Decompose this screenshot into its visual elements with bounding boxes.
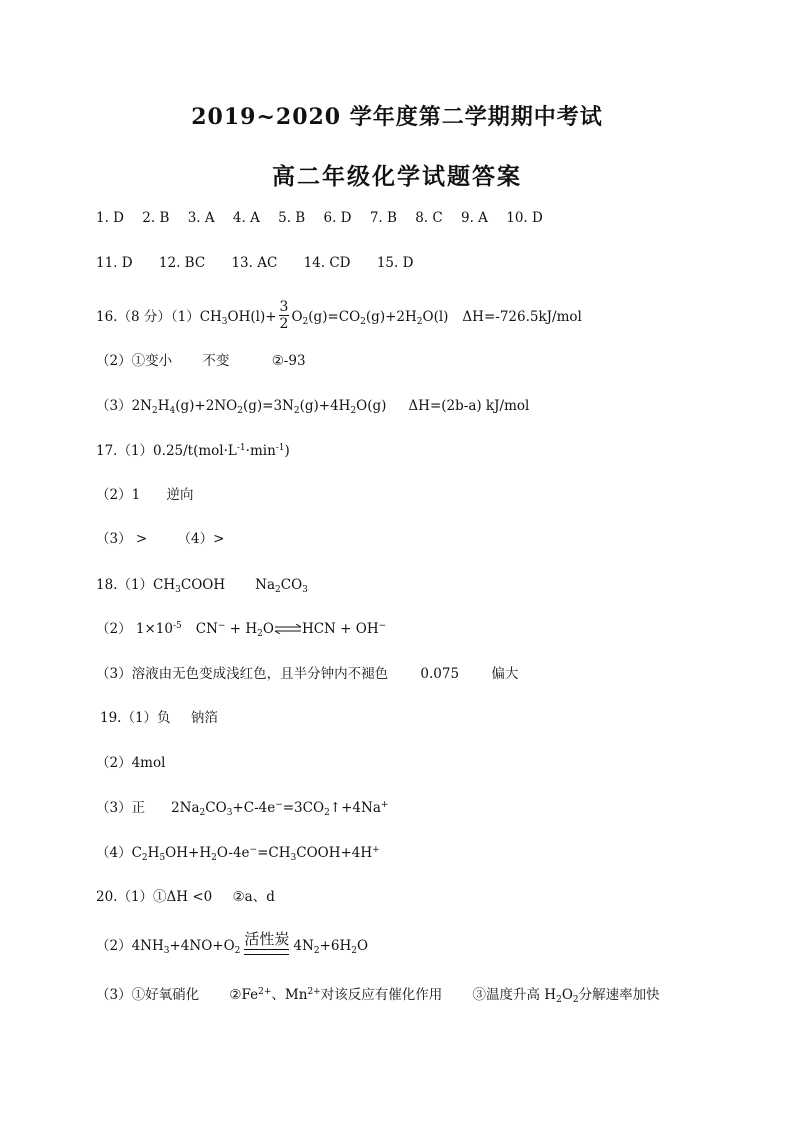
q17-part3-a: （3） > (96, 531, 148, 547)
q20-part1 (96, 887, 275, 907)
mc-answer: 11. D (96, 255, 133, 271)
mc-answer: 4. A (232, 210, 260, 226)
mc-answers-row-2 (96, 253, 413, 273)
mc-answer: 2. B (142, 210, 170, 226)
q20-part3-a: （3）①好氧硝化 (96, 987, 200, 1003)
q19-part3: （3）正 $2Na_2CO_3+C-4e^-=3CO_2↑+4Na^+$ (96, 800, 389, 818)
q18-label: 18.（1）CH (96, 577, 176, 593)
q18-part3-b: 0.075 (420, 666, 460, 682)
exponent: -5 (172, 621, 182, 631)
q20-part2: $(2)4NH_3+4NO+O_2$ 活性炭 $4N_2+6H_2O$ (96, 930, 369, 956)
catalyst-condition (244, 930, 289, 955)
q20-part3-c: 、Mn (271, 987, 308, 1003)
q19-part1-b: 钠箔 (190, 710, 218, 726)
q16-label: 16.（8 分）（1）CH (96, 309, 222, 325)
mc-answer: 10. D (506, 210, 543, 226)
mc-answer: 13. AC (231, 255, 278, 271)
mc-answer: 15. D (376, 255, 414, 271)
q17-part2-a: （2）1 (96, 487, 141, 503)
fraction (279, 299, 290, 332)
q20-part3-e: ③温度升高 H (472, 987, 557, 1003)
mc-answer: 3. A (187, 210, 215, 226)
exam-title: 2019~2020 学年度第二学期期中考试 (191, 104, 603, 130)
q19-part2-a: （2）4mol (96, 755, 166, 771)
mc-answer: 14. CD (303, 255, 351, 271)
exam-subtitle: 高二年级化学试题答案 (272, 163, 522, 190)
mc-answers-row-1 (96, 208, 543, 228)
mc-answer: 5. B (278, 210, 306, 226)
mc-answer: 9. A (461, 210, 488, 226)
q17-part1: $17.(1)0.25/t(mol\cdot L^{-1}\cdot\min^{-1})$ (96, 443, 290, 459)
q16-enthalpy: =(2b-a) kJ/mol (429, 398, 530, 414)
q18-part2-a: （2） 1×10 (96, 621, 173, 637)
double-line (244, 949, 289, 955)
q16-part2 (96, 351, 306, 371)
q17-rate: 17.（1）0.25/t(mol·L (96, 443, 237, 459)
q16-part1: 16.（8 分）$(1)CH_3OH(l)+$ $\frac{3}{2}$ $O_2(g)=CO_2(g)+2H_2O(l)$ ΔH=-726.5kJ/mol (96, 299, 582, 332)
q16-part2-b: 不变 (202, 353, 230, 369)
q20-part3-d: 对该反应有催化作用 (320, 987, 443, 1003)
q18-part2: （2） $1\times 10^{-5}$ $CN^- + H_2O$ HCN + OH− (96, 621, 387, 639)
q18-part3-a: （3）溶液由无色变成浅红色，且半分钟内不褪色 (96, 666, 389, 682)
q19-part3-a: （3）正 (96, 800, 146, 816)
q19-part2 (96, 753, 165, 773)
q17-part4: （4）> (177, 531, 225, 547)
q20-part3-b: ②Fe (229, 987, 259, 1003)
mc-answer: 7. B (369, 210, 397, 226)
mc-answer: 6. D (323, 210, 352, 226)
q18-part1: $18.(1)CH_3COOH$ $Na_2CO_3$ (96, 577, 308, 595)
q19-part1-a: 19.（1）负 (100, 710, 171, 726)
q20-part3: （3）①好氧硝化 $②Fe^{2+}$、$Mn^{2+}$对该反应有催化作用 ③温度升高 $H_2O_2$分解速率加快 (96, 987, 660, 1005)
equilibrium-arrow-icon (274, 624, 302, 634)
fraction-denominator: 2 (279, 316, 289, 332)
q16-part2-c: ②-93 (271, 353, 306, 369)
mc-answer: 12. BC (158, 255, 206, 271)
q17-part3 (96, 529, 224, 549)
q18-part3 (96, 664, 518, 684)
mc-answer: 1. D (96, 210, 124, 226)
catalyst-label: 活性炭 (244, 930, 290, 948)
fraction-numerator: 3 (279, 299, 289, 315)
q17-part2 (96, 485, 193, 505)
q17-part2-b: 逆向 (166, 487, 194, 503)
mc-answer: 8. C (415, 210, 443, 226)
q20-part1-a: 20.（1）①ΔH <0 (96, 889, 213, 905)
q16-part2-a: （2）①变小 (96, 353, 173, 369)
q18-part3-c: 偏大 (491, 666, 519, 682)
q20-part1-b: ②a、d (232, 889, 275, 905)
q16-part3: $(3)2N_2H_4(g)+2NO_2(g)=3N_2(g)+4H_2O(g)$ ΔH=(2b-a) kJ/mol (96, 398, 530, 416)
q19-part4: $(4)C_2H_5OH+H_2O-4e^-=CH_3COOH+4H^+$ (96, 845, 380, 863)
q19-part1 (100, 708, 218, 728)
